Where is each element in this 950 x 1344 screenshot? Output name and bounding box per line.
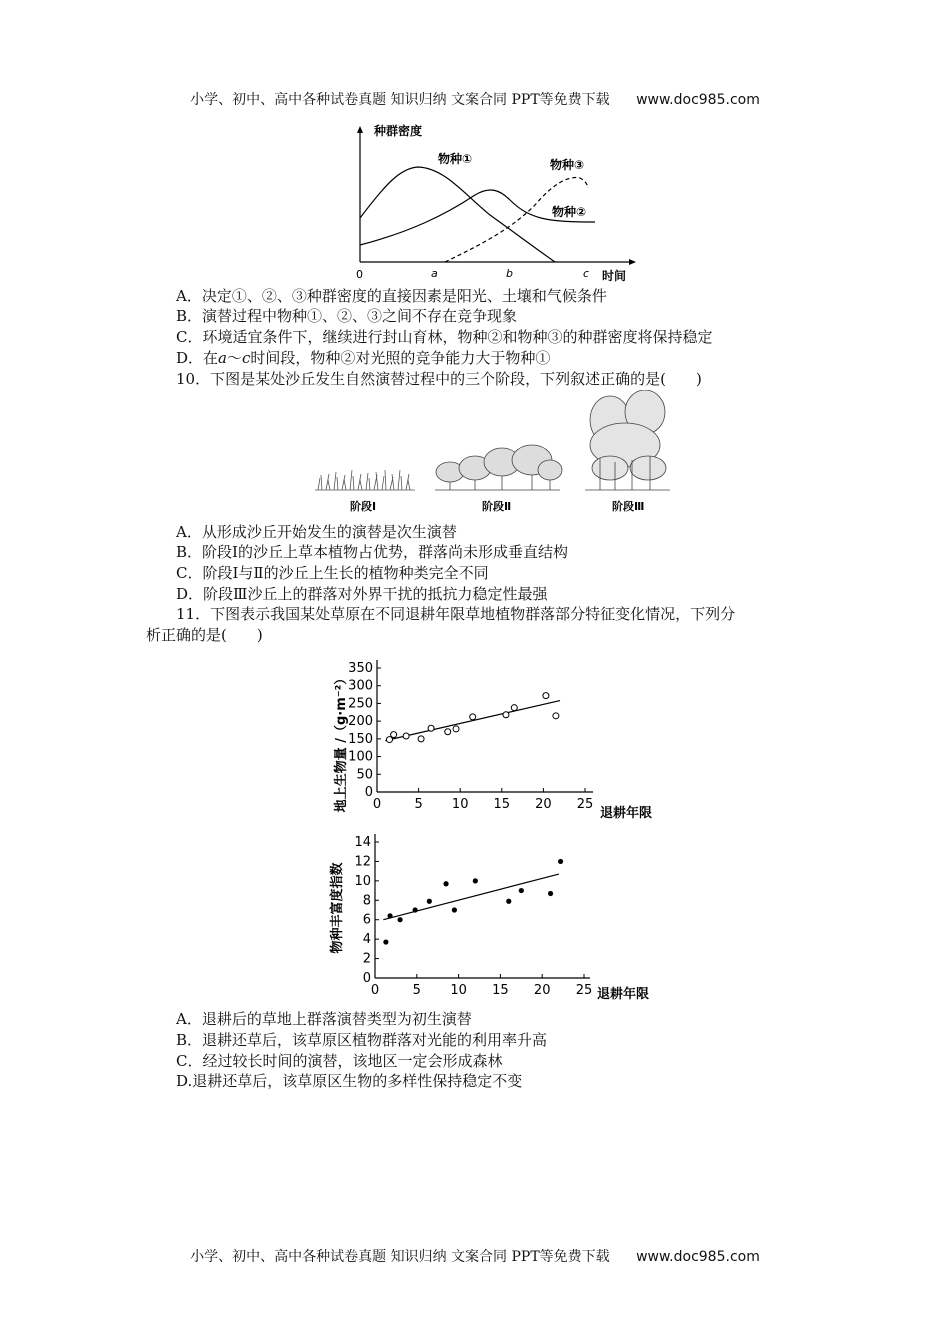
q10-stem: 10．下图是某处沙丘发生自然演替过程中的三个阶段，下列叙述正确的是( ): [176, 370, 702, 388]
x-tick-label: 25: [575, 983, 593, 998]
stage2-label: 阶段Ⅱ: [482, 500, 512, 513]
trend-line: [383, 874, 559, 920]
data-point: [383, 939, 388, 944]
data-point: [511, 705, 517, 711]
data-point: [387, 913, 392, 918]
population-density-figure: [330, 120, 650, 285]
data-point: [418, 736, 424, 742]
y-tick-label: 2: [362, 951, 371, 967]
x-tick-label: 5: [412, 983, 421, 998]
y-tick-label: 12: [354, 854, 371, 870]
data-point: [445, 729, 451, 735]
y-tick-label: 14: [354, 835, 371, 850]
species3-curve: [445, 177, 588, 262]
q9-option-a: A．决定①、②、③种群密度的直接因素是阳光、土壤和气候条件: [176, 287, 607, 305]
stage2-shrubs: [435, 445, 562, 490]
species1-curve: [360, 167, 555, 262]
tick-b: b: [506, 267, 513, 280]
header-text: 小学、初中、高中各种试卷真题 知识归纳 文案合同 PPT等免费下载: [190, 92, 610, 108]
data-point: [470, 714, 476, 720]
y-tick-label: 10: [354, 873, 371, 889]
x-tick-label: 10: [451, 797, 469, 812]
chart2-x-label: 退耕年限: [597, 987, 650, 1002]
tick-c: c: [583, 267, 590, 280]
page-footer: [0, 1246, 950, 1266]
origin-label: 0: [356, 268, 363, 281]
data-point: [548, 891, 553, 896]
x-tick-label: 15: [493, 797, 511, 812]
chart2-y-label: 物种丰富度指数: [330, 862, 345, 954]
data-point: [453, 726, 459, 732]
data-point: [506, 899, 511, 904]
y-tick-label: 0: [362, 971, 371, 986]
q11-stem-line2: 析正确的是( ): [146, 626, 263, 644]
tick-a: a: [431, 267, 438, 280]
q10-option-c: C．阶段Ⅰ与Ⅱ的沙丘上生长的植物种类完全不同: [176, 564, 489, 582]
q9-d-post: 时间段，物种②对光照的竞争能力大于物种①: [250, 349, 551, 367]
q9-d-c: c: [242, 349, 251, 367]
y-tick-label: 100: [348, 749, 373, 765]
q9-option-c: C．环境适宜条件下，继续进行封山育林，物种②和物种③的种群密度将保持稳定: [176, 328, 713, 346]
footer-text: 小学、初中、高中各种试卷真题 知识归纳 文案合同 PPT等免费下载: [190, 1249, 610, 1265]
data-point: [503, 712, 509, 718]
q9-option-b: B．演替过程中物种①、②、③之间不存在竞争现象: [176, 307, 518, 325]
data-point: [428, 725, 434, 731]
data-point: [553, 713, 559, 719]
footer-site: www.doc985.com: [636, 1249, 760, 1265]
chart1-x-label: 退耕年限: [600, 806, 653, 821]
dune-stages-figure: [310, 390, 680, 520]
y-tick-label: 0: [364, 785, 373, 800]
y-tick-label: 200: [348, 714, 373, 730]
q11-option-c: C．经过较长时间的演替，该地区一定会形成森林: [176, 1052, 503, 1070]
y-tick-label: 150: [348, 731, 373, 747]
y-tick-label: 6: [362, 912, 371, 928]
stage1-grass: [315, 470, 415, 490]
x-tick-label: 15: [492, 983, 509, 998]
y-tick-label: 300: [348, 678, 373, 694]
y-tick-label: 8: [362, 893, 371, 909]
stage1-label: 阶段Ⅰ: [350, 500, 377, 513]
data-point: [443, 881, 448, 886]
stage3-forest: [585, 390, 670, 490]
species2-label: 物种②: [552, 205, 587, 219]
data-point: [519, 888, 524, 893]
data-point: [473, 878, 478, 883]
data-point: [386, 737, 392, 743]
q9-d-a: a: [218, 349, 227, 367]
data-point: [558, 859, 563, 864]
y-tick-label: 4: [362, 932, 371, 948]
x-tick-label: 10: [450, 983, 467, 998]
q9-option-d: [176, 348, 550, 368]
x-tick-label: 5: [414, 797, 423, 812]
q9-d-pre: D．在: [176, 349, 219, 367]
biomass-chart: [325, 650, 670, 825]
data-point: [427, 899, 432, 904]
q9-d-mid: ～: [226, 349, 242, 367]
trend-line: [385, 701, 560, 741]
stage3-label: 阶段Ⅲ: [612, 500, 645, 513]
q11-stem-line1: 11．下图表示我国某处草原在不同退耕年限草地植物群落部分特征变化情况，下列分: [176, 605, 736, 623]
data-point: [403, 733, 409, 739]
species3-label: 物种③: [550, 158, 585, 172]
q11-option-b: B．退耕还草后，该草原区植物群落对光能的利用率升高: [176, 1031, 548, 1049]
richness-chart: [325, 830, 670, 1005]
y-tick-label: 50: [356, 767, 373, 783]
y-tick-label: 250: [348, 696, 373, 712]
data-point: [391, 732, 397, 738]
q10-option-b: B．阶段Ⅰ的沙丘上草本植物占优势，群落尚未形成垂直结构: [176, 543, 568, 561]
x-tick-label: 25: [576, 797, 594, 812]
q11-option-a: A．退耕后的草地上群落演替类型为初生演替: [176, 1010, 472, 1028]
x-axis-label: 时间: [602, 269, 627, 283]
x-tick-label: 20: [535, 797, 552, 812]
page-header: [0, 89, 950, 109]
data-point: [397, 917, 402, 922]
data-point: [543, 693, 549, 699]
data-point: [452, 907, 457, 912]
q11-option-d: D.退耕还草后，该草原区生物的多样性保持稳定不变: [176, 1072, 523, 1090]
x-tick-label: 0: [370, 983, 380, 998]
chart1-y-label: 地上生物量 /（g·m⁻²）: [334, 671, 349, 813]
y-tick-label: 350: [348, 661, 373, 676]
x-tick-label: 20: [533, 983, 551, 998]
species1-label: 物种①: [438, 152, 473, 166]
x-tick-label: 0: [372, 797, 382, 812]
q10-option-a: A．从形成沙丘开始发生的演替是次生演替: [176, 523, 457, 541]
y-axis-label: 种群密度: [374, 124, 423, 138]
q10-option-d: D．阶段Ⅲ沙丘上的群落对外界干扰的抵抗力稳定性最强: [176, 585, 548, 603]
data-point: [413, 907, 418, 912]
header-site: www.doc985.com: [636, 92, 760, 108]
